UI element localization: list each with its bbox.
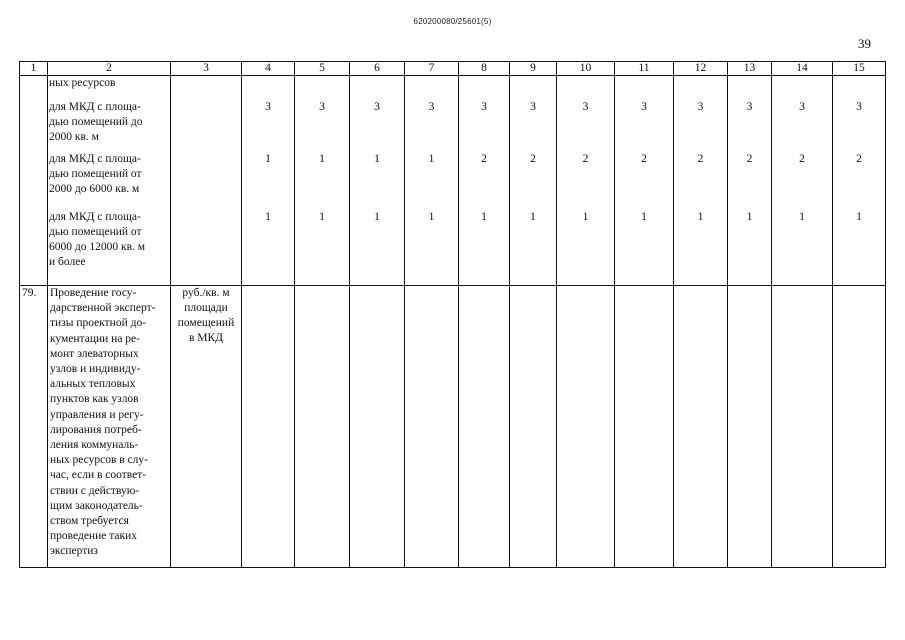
empty-value-cell xyxy=(459,286,510,568)
empty-value-cell xyxy=(674,286,728,568)
column-header: 14 xyxy=(772,62,833,76)
unit-cell xyxy=(171,76,242,286)
subrow-3-label: для МКД с площа- дью помещений от 6000 до 12000 кв. м и более xyxy=(49,211,146,268)
value-column: 3 2 1 xyxy=(615,76,674,286)
empty-value-cell xyxy=(510,286,557,568)
row-number-cell xyxy=(20,76,48,286)
value-column: 3 1 1 xyxy=(242,76,295,286)
continuation-row xyxy=(20,76,886,286)
column-numbers-row xyxy=(20,62,886,76)
column-header: 10 xyxy=(557,62,615,76)
continuation-description xyxy=(48,76,171,286)
column-header: 7 xyxy=(405,62,459,76)
row-79 xyxy=(20,286,886,568)
empty-value-cell xyxy=(350,286,405,568)
value-column: 3 2 1 xyxy=(728,76,772,286)
column-header: 4 xyxy=(242,62,295,76)
value-column: 3 1 1 xyxy=(405,76,459,286)
document-code: 620200080/25601(5) xyxy=(413,17,492,26)
column-header: 15 xyxy=(833,62,886,76)
column-header: 8 xyxy=(459,62,510,76)
empty-value-cell xyxy=(405,286,459,568)
column-header: 2 xyxy=(48,62,171,76)
empty-value-cell xyxy=(728,286,772,568)
empty-value-cell xyxy=(772,286,833,568)
row-79-description: Проведение госу- дарственной эксперт- тизы проектной до- кументации на ре- монт элеваторных узлов и индивиду- альных тепловых пунктов как узлов управления и регу- лирования потреб- ления коммуналь- ных ресурсов в слу- час, если в соответ- ствии с действую- щим законодатель- ством требуется проведение таких экспертиз xyxy=(48,286,171,568)
continuation-first-line: ных ресурсов xyxy=(49,77,116,89)
column-header: 9 xyxy=(510,62,557,76)
value-column: 3 1 1 xyxy=(350,76,405,286)
empty-value-cell xyxy=(615,286,674,568)
tariff-table xyxy=(19,61,886,568)
empty-value-cell xyxy=(295,286,350,568)
column-header: 13 xyxy=(728,62,772,76)
row-79-unit: руб./кв. м площади помещений в МКД xyxy=(171,286,242,568)
subrow-1-label: для МКД с площа- дью помещений до 2000 кв. м xyxy=(49,101,143,143)
column-header: 6 xyxy=(350,62,405,76)
empty-value-cell xyxy=(242,286,295,568)
subrow-2-label: для МКД с площа- дью помещений от 2000 до 6000 кв. м xyxy=(49,153,142,195)
column-header: 1 xyxy=(20,62,48,76)
page-number: 39 xyxy=(858,36,871,51)
value-column: 3 2 1 xyxy=(772,76,833,286)
value-column: 3 2 1 xyxy=(557,76,615,286)
value-column: 3 2 1 xyxy=(459,76,510,286)
row-number: 79. xyxy=(20,286,48,568)
value-column: 3 1 1 xyxy=(295,76,350,286)
value-column: 3 2 1 xyxy=(510,76,557,286)
value-column: 3 2 1 xyxy=(674,76,728,286)
column-header: 3 xyxy=(171,62,242,76)
column-header: 5 xyxy=(295,62,350,76)
column-header: 11 xyxy=(615,62,674,76)
empty-value-cell xyxy=(557,286,615,568)
column-header: 12 xyxy=(674,62,728,76)
empty-value-cell xyxy=(833,286,886,568)
value-column: 3 2 1 xyxy=(833,76,886,286)
